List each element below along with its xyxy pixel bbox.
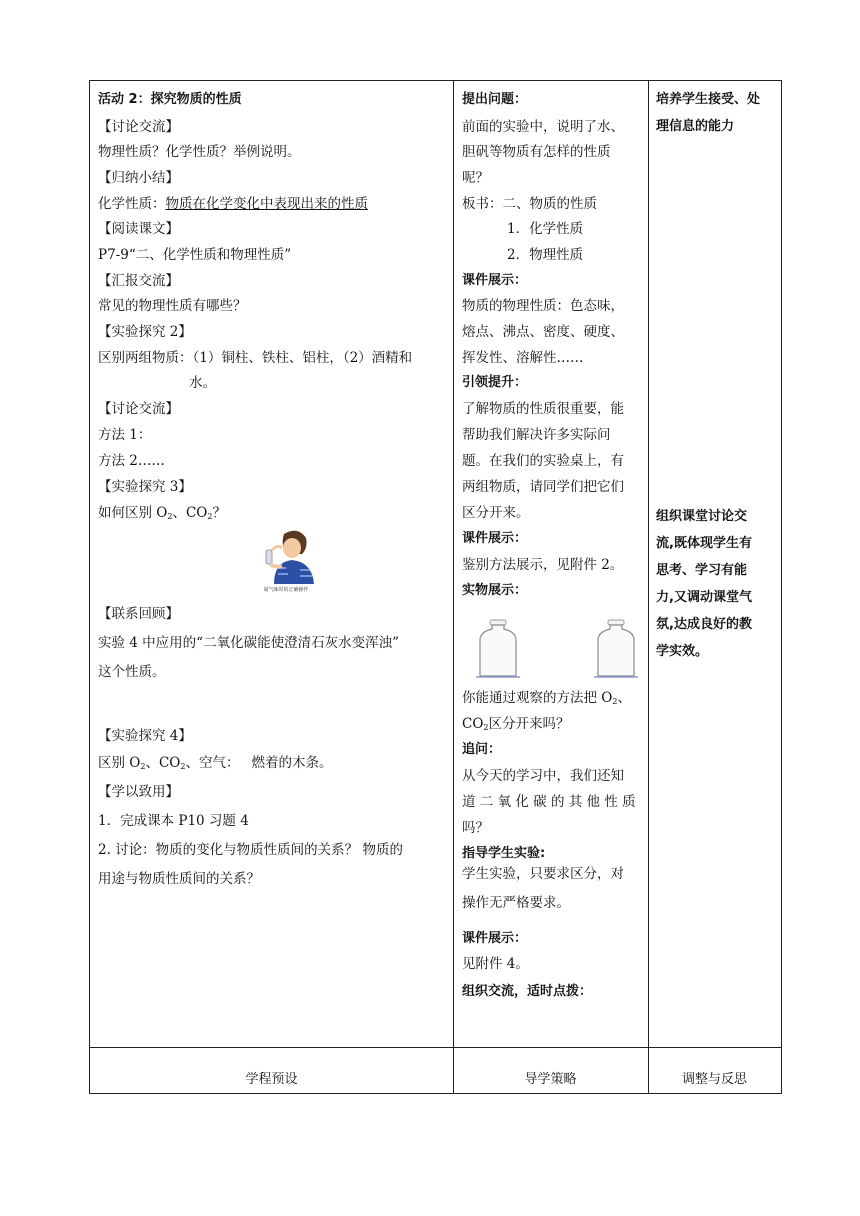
strategy-heading: 课件展示：	[462, 931, 528, 946]
experiment-text	[98, 504, 226, 522]
definition-text: 物质在化学变化中表现出来的性质	[165, 196, 368, 212]
reading-text: P7-9“二、化学性质和物理性质”	[98, 247, 292, 263]
footer-reflection-label: 调整与反思	[681, 1072, 747, 1087]
experiment-text	[98, 754, 332, 772]
section-label: 【联系回顾】	[98, 606, 179, 622]
text-part: 、CO	[145, 755, 181, 771]
strategy-text: 吗？	[462, 820, 489, 836]
task-text: 1．完成课本 P10 习题 4	[98, 813, 249, 829]
strategy-heading: 课件展示：	[462, 273, 528, 288]
reflection-text: 组织课堂讨论交	[656, 509, 748, 524]
strategy-heading: 组织交流，适时点拨：	[462, 984, 593, 999]
strategy-text	[462, 689, 631, 707]
gas-jar-icon	[594, 618, 638, 680]
board-item: 1．化学性质	[507, 221, 584, 237]
review-text: 这个性质。	[98, 664, 166, 680]
question-text: 物理性质？化学性质？举例说明。	[98, 144, 301, 160]
text-part: 、CO	[172, 505, 208, 521]
definition-label: 化学性质：	[98, 196, 166, 212]
text-part: 区分开来吗？	[488, 716, 570, 732]
text-part: CO	[462, 716, 484, 732]
strategy-text: 呢？	[462, 170, 489, 186]
strategy-heading: 课件展示：	[462, 531, 528, 546]
subscript: 2	[180, 762, 186, 771]
text-part: 区别 O	[98, 755, 141, 771]
question-text: 常见的物理性质有哪些？	[98, 298, 247, 314]
text-part: 如何区别 O	[98, 505, 168, 521]
strategy-heading: 提出问题：	[462, 92, 528, 107]
reflection-text: 氛,达成良好的教	[656, 617, 752, 632]
strategy-text: 道 二 氧 化 碳 的 其 他 性 质	[462, 794, 636, 810]
subscript: 2	[612, 697, 618, 706]
strategy-heading: 实物展示：	[462, 583, 528, 598]
subscript: 2	[207, 512, 213, 521]
strategy-text: 见附件 4。	[462, 956, 529, 972]
strategy-text: 操作无严格要求。	[462, 895, 570, 911]
section-label: 【讨论交流】	[98, 401, 179, 417]
section-label: 【讨论交流】	[98, 119, 179, 135]
strategy-text: 从今天的学习中，我们还知	[462, 768, 624, 784]
strategy-text: 区分开来。	[462, 505, 530, 521]
text-part: 、	[617, 690, 631, 706]
reflection-text: 思考、学习有能	[656, 563, 748, 578]
review-text: 实验 4 中应用的“二氧化碳能使澄清石灰水变浑浊”	[98, 635, 399, 651]
smelling-illustration	[248, 524, 324, 596]
reflection-text: 力,又调动课堂气	[656, 590, 752, 605]
method-text: 方法 1：	[98, 427, 152, 443]
method-text: 方法 2……	[98, 453, 165, 469]
chem-property-definition	[98, 195, 368, 213]
subscript: 2	[140, 762, 146, 771]
section-label: 【汇报交流】	[98, 273, 179, 289]
strategy-text: 学生实验，只要求区分，对	[462, 866, 624, 882]
section-label: 【阅读课文】	[98, 221, 179, 237]
task-text: 用途与物质性质间的关系？	[98, 871, 260, 887]
reflection-text: 流,既体现学生有	[656, 536, 752, 551]
section-label: 【实验探究 4】	[98, 728, 192, 744]
section-label: 【实验探究 3】	[98, 479, 192, 495]
text-part: 、空气：	[185, 755, 240, 771]
subscript: 2	[483, 723, 489, 732]
text-part: 燃着的木条。	[251, 755, 333, 771]
subscript: 2	[167, 512, 173, 521]
column-divider	[648, 81, 649, 1093]
footer-strategy-label: 导学策略	[524, 1072, 577, 1087]
smelling-figure-icon	[248, 524, 324, 596]
column-divider	[453, 81, 454, 1093]
board-item: 2．物理性质	[507, 247, 584, 263]
task-text: 2. 讨论：物质的变化与物质性质间的关系？ 物质的	[98, 842, 403, 858]
row-divider	[90, 1047, 781, 1048]
gas-jar-icon	[476, 618, 520, 680]
text-part: 你能通过观察的方法把 O	[462, 690, 613, 706]
strategy-text: 帮助我们解决许多实际问	[462, 427, 611, 443]
experiment-text: 水。	[189, 375, 216, 391]
strategy-heading: 指导学生实验:	[462, 846, 546, 861]
strategy-text: 鉴别方法展示，见附件 2。	[462, 557, 624, 573]
board-text: 板书：二、物质的性质	[462, 196, 597, 212]
strategy-text: 胆矾等物质有怎样的性质	[462, 144, 611, 160]
section-label: 【实验探究 2】	[98, 324, 192, 340]
section-label: 【学以致用】	[98, 784, 179, 800]
activity-heading: 活动 2：探究物质的性质	[98, 92, 242, 107]
strategy-text: 题。在我们的实验桌上，有	[462, 453, 624, 469]
experiment-text: 区别两组物质：（1）铜柱、铁柱、铝柱，（2）酒精和	[98, 350, 413, 366]
image-caption: 闻气味时的正确操作	[263, 587, 309, 593]
footer-process-label: 学程预设	[245, 1072, 298, 1087]
strategy-text: 了解物质的性质很重要，能	[462, 401, 624, 417]
text-part: ？	[212, 505, 226, 521]
strategy-heading: 追问：	[462, 742, 502, 757]
reflection-text: 学实效。	[656, 644, 709, 659]
lesson-plan-table	[89, 80, 782, 1094]
strategy-text: 挥发性、溶解性……	[462, 350, 584, 366]
reflection-text: 培养学生接受、处	[656, 92, 761, 107]
strategy-text: 物质的物理性质：色态味，	[462, 298, 624, 314]
strategy-text: 熔点、沸点、密度、硬度、	[462, 324, 624, 340]
section-label: 【归纳小结】	[98, 170, 179, 186]
strategy-heading: 引领提升：	[462, 375, 528, 390]
reflection-text: 理信息的能力	[656, 119, 735, 134]
strategy-text	[462, 715, 570, 733]
strategy-text: 前面的实验中，说明了水、	[462, 119, 624, 135]
strategy-text: 两组物质，请同学们把它们	[462, 479, 624, 495]
